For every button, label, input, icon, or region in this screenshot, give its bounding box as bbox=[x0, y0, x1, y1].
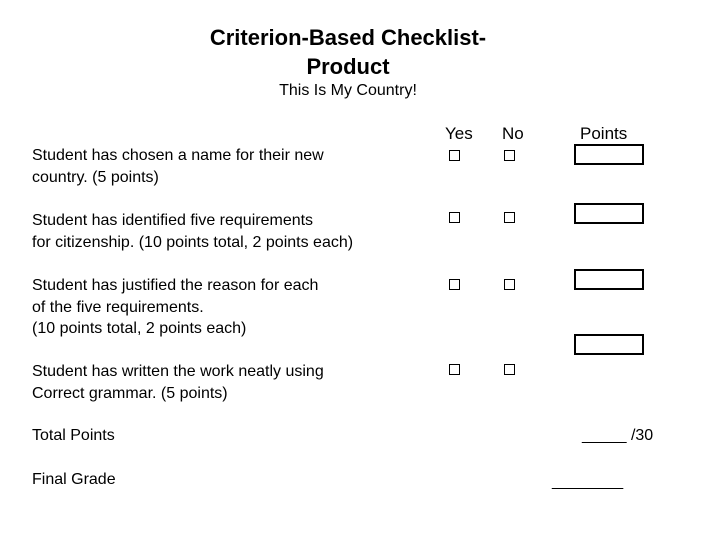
no-column-header: No bbox=[502, 124, 524, 143]
page-title bbox=[0, 23, 696, 81]
points-column-header: Points bbox=[580, 124, 628, 143]
criterion-4-no-checkbox[interactable] bbox=[504, 364, 515, 375]
criterion-line: of the five requirements. bbox=[32, 298, 204, 316]
criterion-3-yes-checkbox[interactable] bbox=[449, 279, 460, 290]
criterion-4 bbox=[32, 361, 432, 404]
criterion-3 bbox=[32, 275, 432, 340]
criterion-line: country. (5 points) bbox=[32, 168, 159, 186]
criterion-2 bbox=[32, 210, 432, 253]
page-subtitle: This Is My Country! bbox=[279, 82, 417, 99]
criterion-line: (10 points total, 2 points each) bbox=[32, 320, 247, 337]
criterion-1-yes-checkbox[interactable] bbox=[449, 150, 460, 161]
criterion-line: for citizenship. (10 points total, 2 points each) bbox=[32, 233, 354, 251]
criterion-3-no-checkbox[interactable] bbox=[504, 279, 515, 290]
criterion-line: Student has written the work neatly using bbox=[32, 363, 324, 380]
criterion-3-points-box[interactable] bbox=[574, 269, 644, 290]
criterion-2-no-checkbox[interactable] bbox=[504, 212, 515, 223]
title-line-2: Product bbox=[306, 54, 390, 79]
criterion-1 bbox=[32, 145, 432, 188]
criterion-line: Student has justified the reason for each bbox=[32, 277, 319, 294]
criterion-2-points-box[interactable] bbox=[574, 203, 644, 224]
total-points-label: Total Points bbox=[32, 427, 115, 444]
criterion-4-yes-checkbox[interactable] bbox=[449, 364, 460, 375]
criterion-2-yes-checkbox[interactable] bbox=[449, 212, 460, 223]
criterion-line: Student has chosen a name for their new bbox=[32, 147, 324, 164]
yes-column-header: Yes bbox=[445, 124, 473, 143]
criterion-line: Correct grammar. (5 points) bbox=[32, 384, 228, 402]
title-line-1: Criterion-Based Checklist- bbox=[209, 25, 487, 50]
total-points-blank[interactable]: _____ /30 bbox=[582, 427, 654, 444]
criterion-line: Student has identified five requirements bbox=[32, 212, 314, 229]
criterion-1-points-box[interactable] bbox=[574, 144, 644, 165]
criterion-1-no-checkbox[interactable] bbox=[504, 150, 515, 161]
final-grade-blank[interactable]: ________ bbox=[552, 473, 624, 490]
criterion-4-points-box[interactable] bbox=[574, 334, 644, 355]
final-grade-label: Final Grade bbox=[32, 471, 116, 488]
